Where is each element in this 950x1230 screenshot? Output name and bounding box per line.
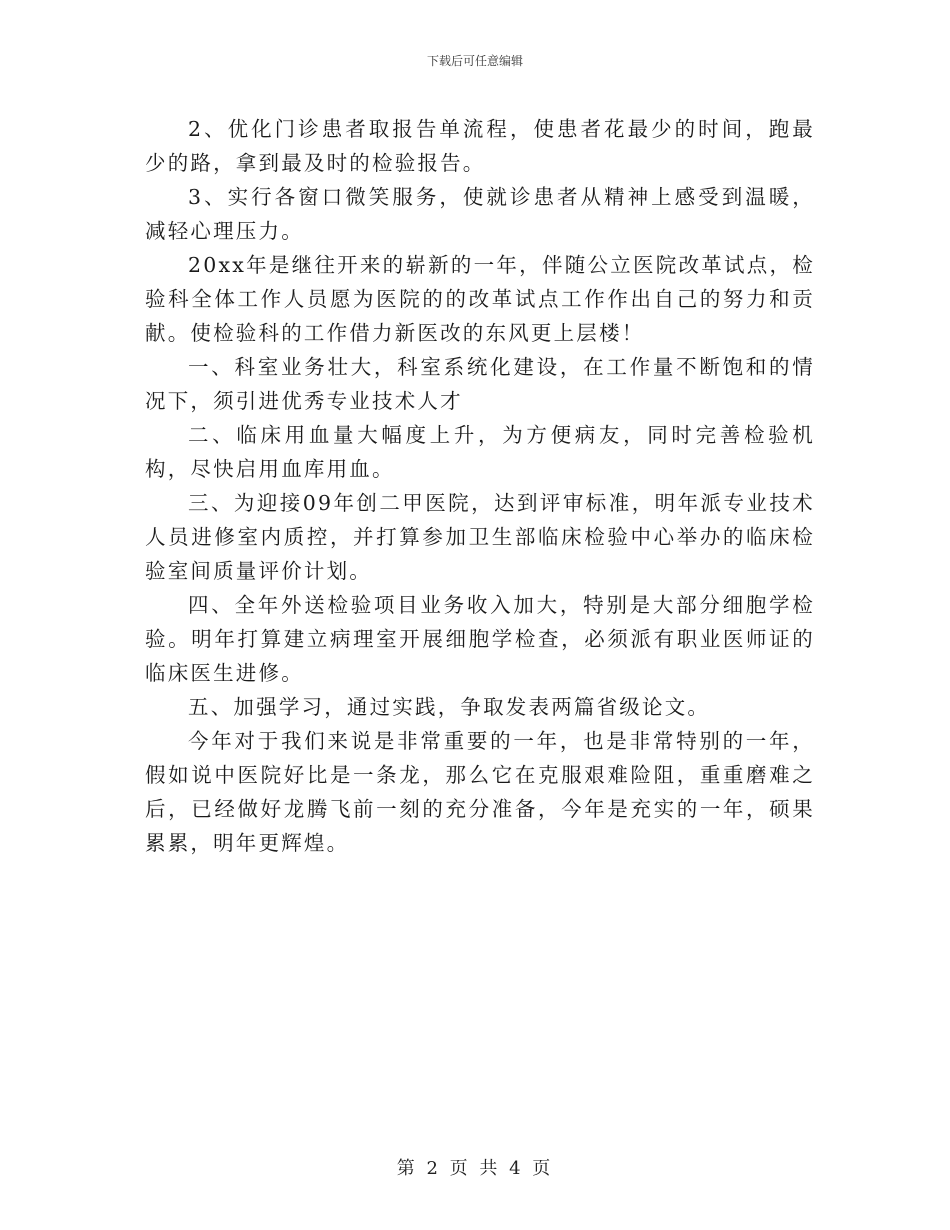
paragraph: 二、临床用血量大幅度上升，为方便病友，同时完善检验机构，尽快启用血库用血。 (145, 423, 815, 481)
paragraph: 今年对于我们来说是非常重要的一年，也是非常特别的一年，假如说中医院好比是一条龙，那么它在克服艰难险阻，重重磨难之后，已经做好龙腾飞前一刻的充分准备，今年是充实的一年，硕果累累，明年更辉煌。 (145, 729, 815, 855)
paragraph: 20xx年是继往开来的崭新的一年，伴随公立医院改革试点，检验科全体工作人员愿为医院的的改革试点工作作出自己的努力和贡献。使检验科的工作借力新医改的东风更上层楼！ (145, 253, 815, 345)
paragraph: 五、加强学习，通过实践，争取发表两篇省级论文。 (188, 695, 711, 719)
paragraph: 三、为迎接09年创二甲医院，达到评审标准，明年派专业技术人员进修室内质控，并打算参加卫生部临床检验中心举办的临床检验室间质量评价计划。 (145, 491, 815, 583)
document-body (145, 112, 815, 860)
paragraph: 一、科室业务壮大，科室系统化建设，在工作量不断饱和的情况下，须引进优秀专业技术人才 (145, 355, 815, 413)
paragraph: 3、实行各窗口微笑服务，使就诊患者从精神上感受到温暖，减轻心理压力。 (145, 185, 815, 243)
paragraph: 2、优化门诊患者取报告单流程，使患者花最少的时间，跑最少的路，拿到最及时的检验报告。 (145, 117, 815, 175)
page-number-footer: 第 2 页 共 4 页 (396, 1158, 554, 1179)
page-header: 下载后可任意编辑 (426, 54, 523, 68)
paragraph: 四、全年外送检验项目业务收入加大，特别是大部分细胞学检验。明年打算建立病理室开展细胞学检查，必须派有职业医师证的临床医生进修。 (145, 593, 815, 685)
